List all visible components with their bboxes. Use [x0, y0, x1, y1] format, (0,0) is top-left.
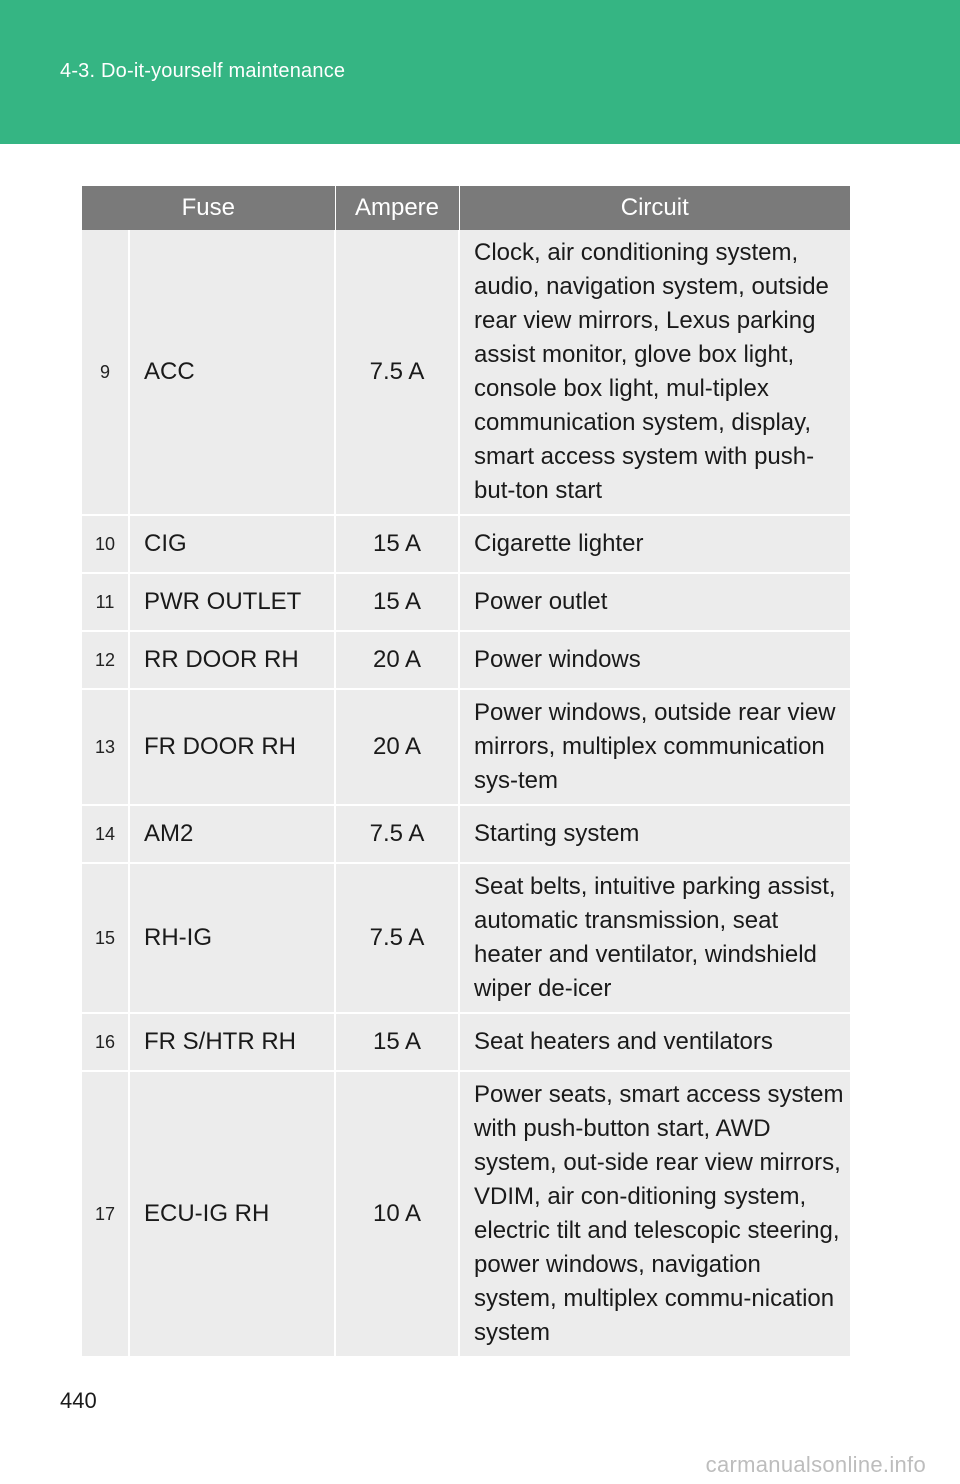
fuse-name: FR DOOR RH: [129, 689, 335, 805]
fuse-name: CIG: [129, 515, 335, 573]
table-row: [82, 230, 850, 515]
fuse-circuit: Clock, air conditioning system, audio, navigation system, outside rear view mirrors, Lexus parking assist monitor, glove box light, console box light, mul-tiplex communication system, display, smart access system with push-but-ton start: [459, 230, 850, 515]
column-header-ampere: Ampere: [335, 186, 459, 230]
table-row: [82, 1071, 850, 1357]
fuse-ampere: 15 A: [335, 573, 459, 631]
fuse-number: 9: [82, 230, 129, 515]
table-row: [82, 573, 850, 631]
page-number: 440: [60, 1388, 97, 1413]
fuse-number: 16: [82, 1013, 129, 1071]
fuse-number: 14: [82, 805, 129, 863]
fuse-circuit: Power windows, outside rear view mirrors, multiplex communication sys-tem: [459, 689, 850, 805]
fuse-ampere: 15 A: [335, 515, 459, 573]
fuse-number: 12: [82, 631, 129, 689]
fuse-number: 10: [82, 515, 129, 573]
column-header-circuit: Circuit: [459, 186, 850, 230]
fuse-ampere: 20 A: [335, 631, 459, 689]
table-row: [82, 689, 850, 805]
table-header-row: [82, 186, 850, 230]
fuse-name: FR S/HTR RH: [129, 1013, 335, 1071]
fuse-circuit: Power windows: [459, 631, 850, 689]
fuse-name: RH-IG: [129, 863, 335, 1013]
header-band: [0, 0, 960, 144]
fuse-ampere: 7.5 A: [335, 230, 459, 515]
fuse-number: 13: [82, 689, 129, 805]
table-row: [82, 631, 850, 689]
fuse-ampere: 7.5 A: [335, 805, 459, 863]
table-row: [82, 863, 850, 1013]
fuse-ampere: 20 A: [335, 689, 459, 805]
watermark: carmanualsonline.info: [705, 1452, 926, 1477]
fuse-circuit: Cigarette lighter: [459, 515, 850, 573]
fuse-name: ACC: [129, 230, 335, 515]
table-row: [82, 515, 850, 573]
fuse-ampere: 15 A: [335, 1013, 459, 1071]
fuse-name: AM2: [129, 805, 335, 863]
fuse-table: [82, 186, 850, 1358]
fuse-name: ECU-IG RH: [129, 1071, 335, 1357]
fuse-circuit: Seat heaters and ventilators: [459, 1013, 850, 1071]
fuse-number: 11: [82, 573, 129, 631]
fuse-circuit: Power outlet: [459, 573, 850, 631]
fuse-name: PWR OUTLET: [129, 573, 335, 631]
fuse-name: RR DOOR RH: [129, 631, 335, 689]
fuse-circuit: Starting system: [459, 805, 850, 863]
fuse-ampere: 10 A: [335, 1071, 459, 1357]
table-row: [82, 805, 850, 863]
column-header-fuse: Fuse: [82, 186, 335, 230]
fuse-number: 17: [82, 1071, 129, 1357]
fuse-circuit: Power seats, smart access system with push-button start, AWD system, out-side rear view mirrors, VDIM, air con-ditioning system, electric tilt and telescopic steering, power windows, navigation system, multiplex commu-nication system: [459, 1071, 850, 1357]
section-title: 4-3. Do-it-yourself maintenance: [60, 60, 346, 82]
fuse-number: 15: [82, 863, 129, 1013]
fuse-circuit: Seat belts, intuitive parking assist, automatic transmission, seat heater and ventilator, windshield wiper de-icer: [459, 863, 850, 1013]
table-row: [82, 1013, 850, 1071]
fuse-ampere: 7.5 A: [335, 863, 459, 1013]
